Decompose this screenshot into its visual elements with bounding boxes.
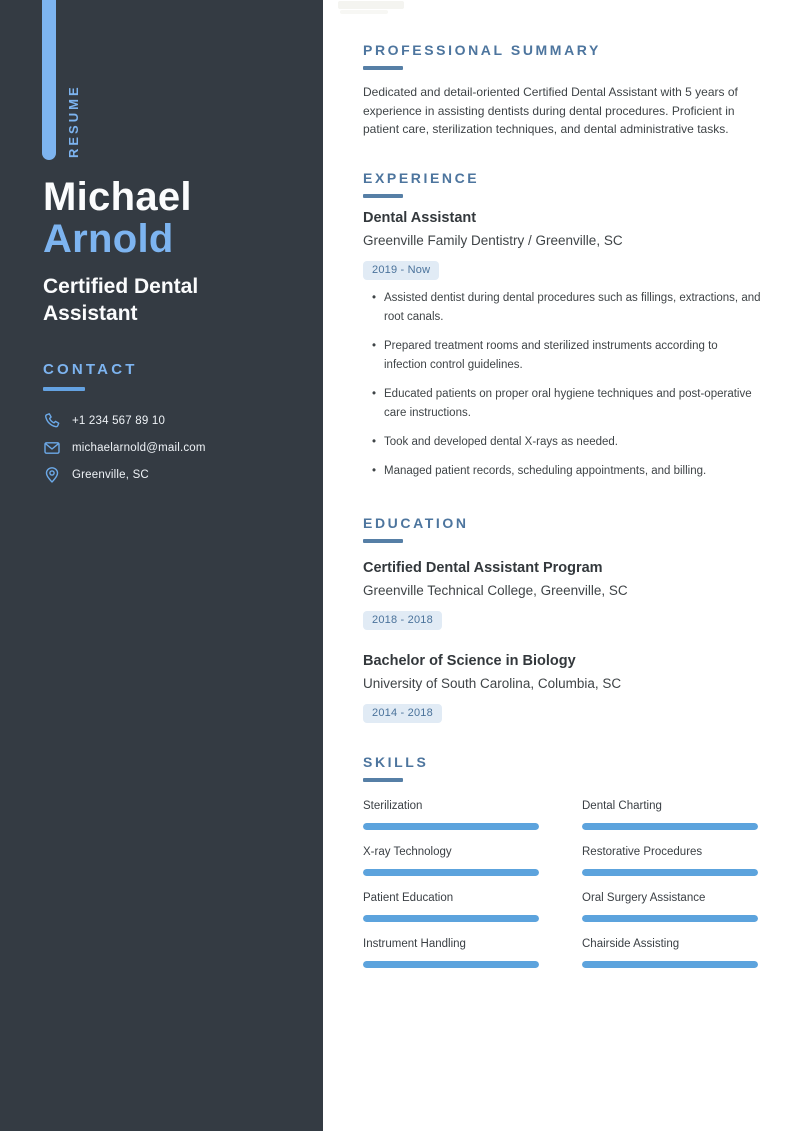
sidebar (0, 0, 323, 1131)
section-skills (363, 755, 763, 983)
skills-heading: SKILLS (363, 753, 429, 770)
skill-item (363, 937, 539, 968)
last-name: Arnold (43, 217, 174, 261)
phone-number: +1 234 567 89 10 (72, 415, 166, 427)
summary-line: patient care, sterilization techniques, and dental administrative tasks. (363, 122, 729, 136)
contact-row-phone (43, 413, 323, 429)
education-heading: EDUCATION (363, 514, 469, 531)
education-entry (363, 559, 763, 630)
experience-heading: EXPERIENCE (363, 169, 480, 186)
skill-label: Restorative Procedures (582, 845, 703, 858)
experience-entry (363, 209, 763, 481)
envelope-icon (43, 439, 61, 457)
skill-bar (582, 823, 758, 830)
skill-label: Oral Surgery Assistance (582, 891, 706, 904)
job-bullet: • Managed patient records, scheduling appointments, and billing. (363, 462, 763, 481)
skill-bar-fill (363, 869, 539, 876)
section-education (363, 516, 763, 723)
skill-item (363, 891, 539, 922)
heading-underline (363, 778, 403, 782)
section-experience (363, 171, 763, 481)
skill-bar-fill (582, 869, 758, 876)
skill-label: X-ray Technology (363, 845, 452, 858)
skill-item (363, 845, 539, 876)
skill-item (582, 891, 758, 922)
skill-bar (582, 869, 758, 876)
job-bullet: • Assisted dentist during dental procedures such as fillings, extractions, and root canals. (363, 289, 763, 327)
phone-icon (43, 412, 61, 430)
skill-label: Patient Education (363, 891, 454, 904)
skill-bar-fill (363, 961, 539, 968)
accent-bar (42, 0, 56, 160)
job-bullet-list (363, 289, 763, 481)
period-badge: 2014 - 2018 (363, 704, 442, 723)
summary-line: experience in assisting dentists during dental procedures. Proficient in (363, 103, 735, 118)
section-professional-summary (363, 43, 763, 139)
heading-underline (363, 66, 403, 70)
summary-paragraph (363, 83, 763, 139)
summary-heading: PROFESSIONAL SUMMARY (363, 42, 601, 58)
education-program-title: Certified Dental Assistant Program (363, 559, 603, 576)
period-badge: 2018 - 2018 (363, 611, 442, 630)
page-top-artifact (340, 10, 388, 14)
skill-label: Instrument Handling (363, 937, 466, 950)
skill-bar (582, 915, 758, 922)
job-title: Certified Dental Assistant (43, 275, 199, 325)
vertical-resume-label: RESUME (66, 84, 81, 158)
location-text: Greenville, SC (72, 469, 149, 481)
education-school: Greenville Technical College, Greenville, SC (363, 582, 628, 598)
job-position-title: Dental Assistant (363, 209, 477, 226)
heading-underline (363, 539, 403, 543)
first-name: Michael (43, 175, 192, 219)
contact-row-email (43, 440, 323, 456)
job-bullet: • Prepared treatment rooms and sterilized instruments according to infection control guidelines. (363, 337, 763, 375)
contact-list (43, 413, 323, 483)
page-top-artifact (338, 1, 404, 9)
location-pin-icon (43, 466, 61, 484)
skill-bar (363, 823, 539, 830)
skill-bar (363, 961, 539, 968)
skill-label: Dental Charting (582, 799, 662, 812)
skill-label: Chairside Assisting (582, 937, 680, 950)
skill-item (582, 937, 758, 968)
contact-row-location (43, 467, 323, 483)
summary-line: Dedicated and detail-oriented Certified Dental Assistant with 5 years of (363, 85, 738, 99)
skill-bar-fill (582, 823, 758, 830)
job-bullet: • Educated patients on proper oral hygiene techniques and post-operative care instructions. (363, 385, 763, 423)
skills-grid (363, 799, 763, 983)
skill-item (582, 799, 758, 830)
skill-item (363, 799, 539, 830)
skill-bar (363, 915, 539, 922)
skill-bar (582, 961, 758, 968)
education-program-title: Bachelor of Science in Biology (363, 652, 576, 669)
skill-bar-fill (582, 961, 758, 968)
skill-item (582, 845, 758, 876)
education-entry (363, 652, 763, 723)
contact-heading: CONTACT (43, 361, 138, 378)
education-entries (363, 559, 763, 723)
job-bullet: • Took and developed dental X-rays as needed. (363, 433, 763, 452)
main-content (323, 0, 800, 1131)
education-school: University of South Carolina, Columbia, SC (363, 675, 622, 691)
skill-bar-fill (363, 823, 539, 830)
heading-underline (363, 194, 403, 198)
email-address: michaelarnold@mail.com (72, 442, 206, 454)
period-badge: 2019 - Now (363, 261, 439, 280)
contact-heading-underline (43, 387, 85, 391)
skill-bar-fill (363, 915, 539, 922)
job-organization: Greenville Family Dentistry / Greenville, SC (363, 232, 623, 248)
skill-bar (363, 869, 539, 876)
skill-bar-fill (582, 915, 758, 922)
skill-label: Sterilization (363, 799, 423, 812)
